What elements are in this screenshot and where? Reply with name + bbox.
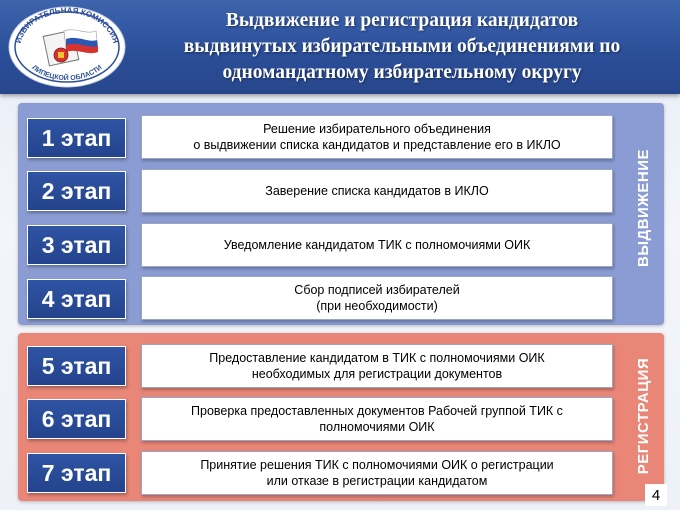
stage-5-line-1: Предоставление кандидатом в ТИК с полномочиями ОИК — [209, 351, 545, 365]
stage-4-description — [141, 276, 613, 320]
logo-text-bottom: ЛИПЕЦКОЙ ОБЛАСТИ — [30, 64, 104, 83]
page-title — [132, 8, 672, 86]
stage-4-badge: 4 этап — [27, 279, 126, 319]
stage-1-description — [141, 115, 613, 159]
emblem-icon — [6, 5, 128, 89]
stage-7-badge: 7 этап — [27, 453, 126, 493]
stage-6-description — [141, 397, 613, 441]
header-bar — [0, 0, 680, 94]
stage-1-line-2: о выдвижении списка кандидатов и представление его в ИКЛО — [193, 138, 561, 152]
stage-1-line-1: Решение избирательного объединения — [263, 122, 491, 136]
title-line-1: Выдвижение и регистрация кандидатов — [225, 10, 579, 31]
stage-4-line-2: (при необходимости) — [316, 299, 438, 313]
stage-6-badge: 6 этап — [27, 399, 126, 439]
nomination-section-label: ВЫДВИЖЕНИЕ — [635, 149, 652, 267]
stage-3-line-1: Уведомление кандидатом ТИК с полномочиями ОИК — [223, 238, 531, 252]
stage-5-description — [141, 344, 613, 388]
stage-7-line-2: или отказе в регистрации кандидатом — [266, 474, 488, 488]
stage-5-badge: 5 этап — [27, 346, 126, 386]
stage-2-badge: 2 этап — [27, 171, 126, 211]
title-line-2: выдвинутых избирательными объединениями по — [183, 36, 621, 57]
stage-7-description — [141, 451, 613, 495]
commission-logo — [6, 5, 128, 89]
stage-2-line-1: Заверение списка кандидатов в ИКЛО — [265, 184, 489, 198]
logo-text-top: ИЗБИРАТЕЛЬНАЯ КОМИССИЯ — [13, 5, 121, 45]
stage-1-badge: 1 этап — [27, 118, 126, 158]
stage-7-line-1: Принятие решения ТИК с полномочиями ОИК о регистрации — [200, 458, 554, 472]
stage-5-line-2: необходимых для регистрации документов — [251, 367, 503, 381]
stage-2-description — [141, 169, 613, 213]
stage-6-line-1: Проверка предоставленных документов Рабочей группой ТИК с — [191, 404, 563, 418]
registration-section-label: РЕГИСТРАЦИЯ — [635, 357, 652, 475]
page-number: 4 — [645, 484, 667, 506]
title-line-3: одномандатному избирательному округу — [222, 62, 582, 83]
stage-4-line-1: Сбор подписей избирателей — [294, 283, 460, 297]
stage-3-description — [141, 223, 613, 267]
stage-6-line-2: полномочиями ОИК — [319, 420, 435, 434]
stage-3-badge: 3 этап — [27, 225, 126, 265]
